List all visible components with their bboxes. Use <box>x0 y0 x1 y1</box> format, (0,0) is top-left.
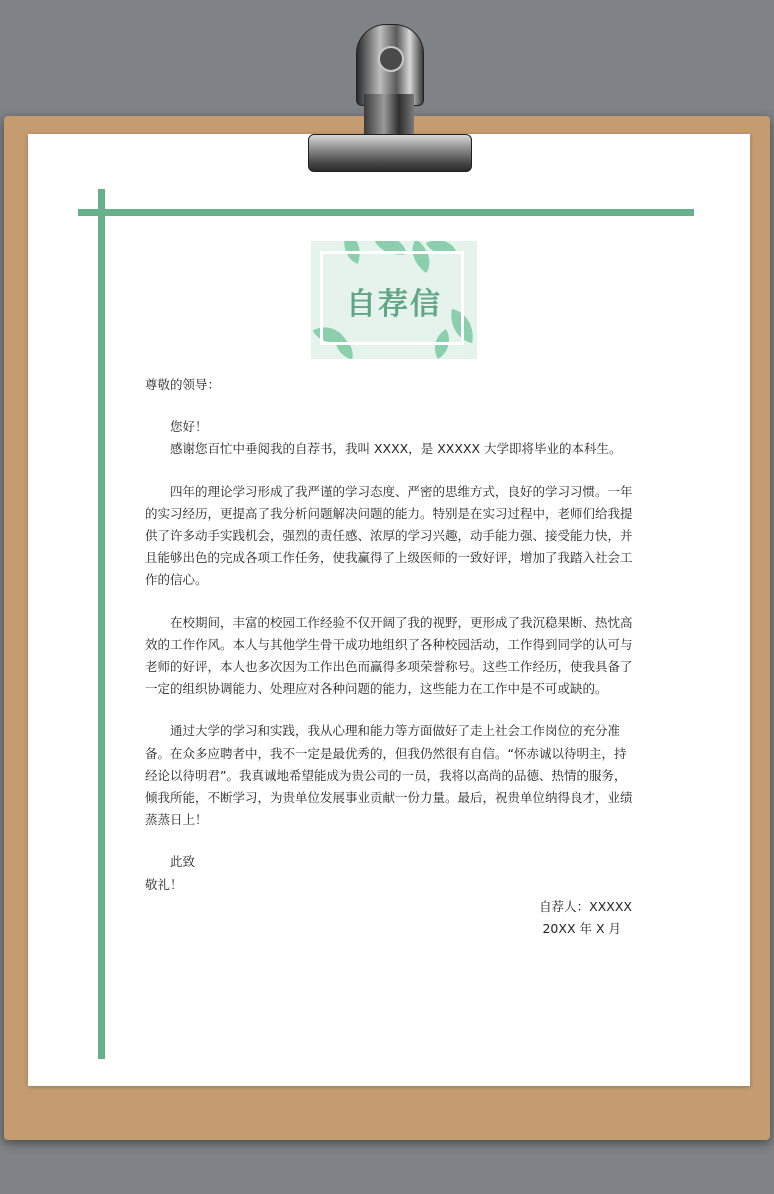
paragraph-readiness: 通过大学的学习和实践，我从心理和能力等方面做好了走上社会工作岗位的充分准备。在众多应聘者中，我不一定是最优秀的，但我仍然很有自信。“怀赤诚以待明主，持经论以待明君”。我真诚地希望能成为贵公司的一员，我将以高尚的品德、热情的服务，倾我所能，不断学习，为贵单位发展事业贡献一份力量。最后，祝贵单位纳得良才，业绩蒸蒸日上！ <box>145 723 633 828</box>
letter-title: 自荐信 <box>346 287 442 322</box>
horizontal-accent-rule <box>78 209 694 216</box>
paragraph-study: 四年的理论学习形成了我严谨的学习态度、严密的思维方式，良好的学习习惯。一年的实习经历，更提高了我分析问题解决问题的能力。特别是在实习过程中，老师们给我提供了许多动手实践机会，强烈的责任感、浓厚的学习兴趣，动手能力强、接受能力快，并且能够出色的完成各项工作任务，使我赢得了上级医师的一致好评，增加了我踏入社会工作的信心。 <box>145 483 633 588</box>
closing-line-1: 此致 <box>170 854 196 870</box>
title-card <box>311 241 477 359</box>
binder-clip-icon <box>300 24 478 176</box>
letter-date: 20XX 年 X 月 <box>542 921 621 937</box>
salutation: 尊敬的领导： <box>145 377 221 392</box>
closing-line-2: 敬礼！ <box>145 876 183 892</box>
letter-body <box>145 374 637 940</box>
paragraph-campus: 在校期间，丰富的校园工作经验不仅开阔了我的视野，更形成了我沉稳果断、热忱高效的工作作风。本人与其他学生骨干成功地组织了各种校园活动，工作得到同学的认可与老师的好评，本人也多次因为工作出色而赢得多项荣誉称号。这些工作经历，使我具备了一定的组织协调能力、处理应对各种问题的能力，这些能力在工作中是不可或缺的。 <box>145 614 633 697</box>
signature: 自荐人：XXXXX <box>539 898 632 914</box>
greeting: 您好！ <box>170 419 208 435</box>
intro-paragraph: 感谢您百忙中垂阅我的自荐书，我叫 XXXX，是 XXXXX 大学即将毕业的本科生。 <box>170 441 622 457</box>
vertical-accent-rule <box>98 189 105 1059</box>
